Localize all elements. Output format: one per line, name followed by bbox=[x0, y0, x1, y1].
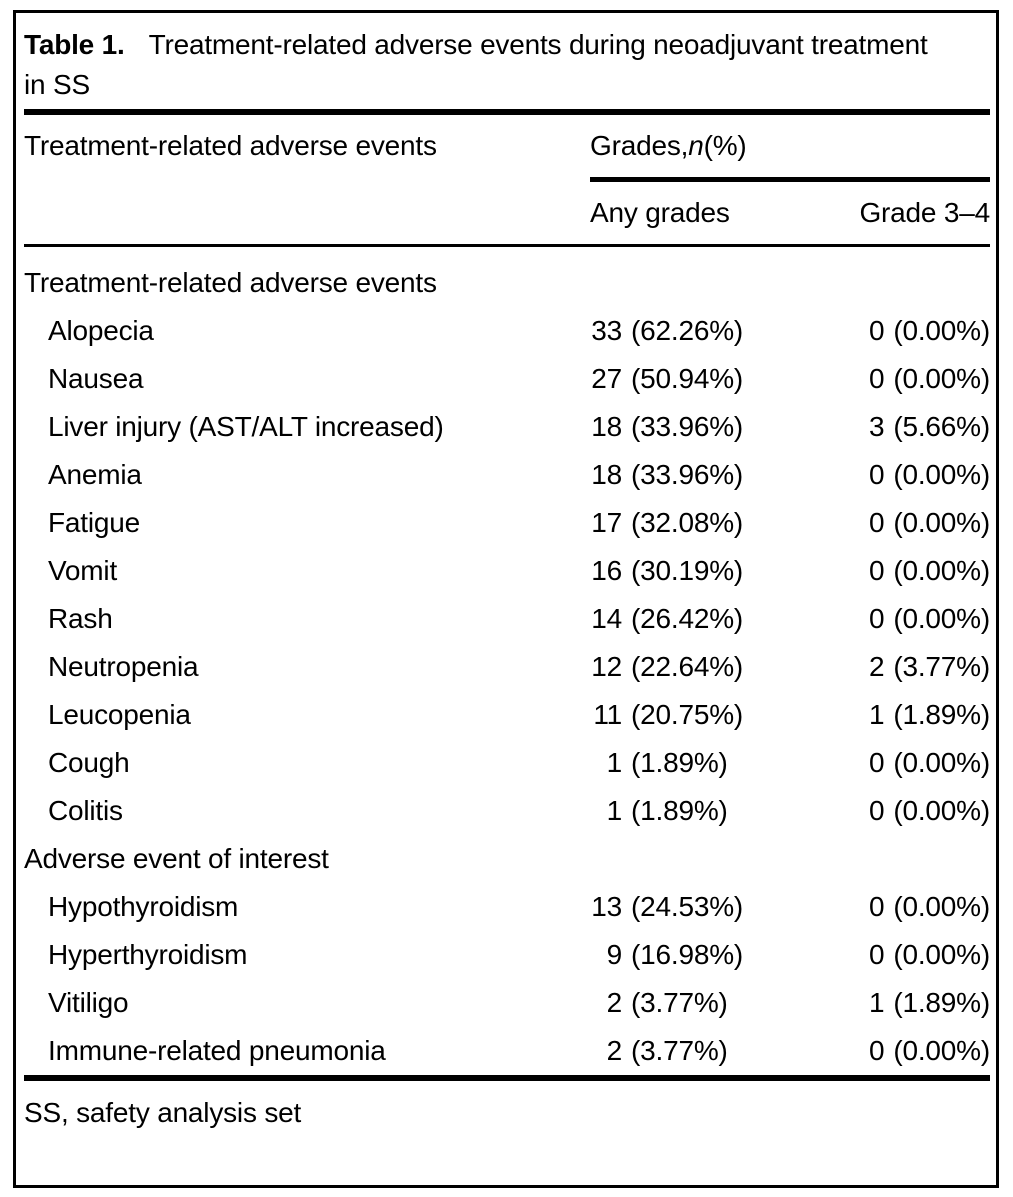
cell-any-grades bbox=[590, 410, 845, 444]
row-label: Immune-related pneumonia bbox=[48, 1035, 386, 1067]
column-subheader-grade-3-4: Grade 3–4 bbox=[859, 197, 990, 229]
cell-count: 0 bbox=[868, 891, 885, 923]
cell-percent: (0.00%) bbox=[893, 555, 990, 587]
cell-grade-3-4 bbox=[845, 746, 990, 780]
row-label: Liver injury (AST/ALT increased) bbox=[48, 411, 444, 443]
cell-count: 27 bbox=[591, 363, 622, 395]
row-label: Fatigue bbox=[48, 507, 140, 539]
cell-percent: (0.00%) bbox=[893, 891, 990, 923]
cell-any-grades bbox=[590, 602, 845, 636]
table-caption bbox=[24, 13, 929, 109]
table-row bbox=[24, 595, 990, 643]
table-row bbox=[24, 931, 990, 979]
cell-percent: (1.89%) bbox=[631, 795, 728, 827]
table-row bbox=[24, 451, 990, 499]
cell-count: 1 bbox=[868, 987, 885, 1019]
cell-percent: (0.00%) bbox=[893, 507, 990, 539]
cell-percent: (3.77%) bbox=[893, 651, 990, 683]
cell-any-grades bbox=[590, 650, 845, 684]
cell-grade-3-4 bbox=[845, 602, 990, 636]
cell-count: 0 bbox=[868, 747, 885, 779]
cell-count: 3 bbox=[868, 411, 885, 443]
table-row bbox=[24, 499, 990, 547]
table-header bbox=[24, 115, 990, 244]
sub-header-row bbox=[590, 182, 990, 244]
cell-count: 13 bbox=[591, 891, 622, 923]
table-row bbox=[24, 1027, 990, 1075]
column-header-stub: Treatment-related adverse events bbox=[24, 130, 437, 162]
table-row bbox=[24, 355, 990, 403]
row-label: Cough bbox=[48, 747, 130, 779]
cell-count: 0 bbox=[868, 363, 885, 395]
cell-count: 0 bbox=[868, 795, 885, 827]
caption-text: Treatment-related adverse events during neoadjuvant treatment in SS bbox=[24, 29, 928, 100]
cell-count: 0 bbox=[868, 315, 885, 347]
table-row bbox=[24, 403, 990, 451]
cell-grade-3-4 bbox=[845, 506, 990, 540]
cell-percent: (0.00%) bbox=[893, 747, 990, 779]
cell-count: 16 bbox=[591, 555, 622, 587]
column-subheader-any-grades: Any grades bbox=[590, 197, 730, 229]
table-section-row bbox=[24, 259, 990, 307]
cell-grade-3-4 bbox=[845, 986, 990, 1020]
cell-grade-3-4 bbox=[845, 890, 990, 924]
cell-grade-3-4 bbox=[845, 698, 990, 732]
cell-percent: (24.53%) bbox=[631, 891, 744, 923]
row-label: Nausea bbox=[48, 363, 144, 395]
row-label: Alopecia bbox=[48, 315, 154, 347]
cell-percent: (30.19%) bbox=[631, 555, 744, 587]
group-header-prefix: Grades, bbox=[590, 130, 689, 162]
cell-any-grades bbox=[590, 362, 845, 396]
cell-percent: (0.00%) bbox=[893, 603, 990, 635]
cell-percent: (20.75%) bbox=[631, 699, 744, 731]
cell-percent: (5.66%) bbox=[893, 411, 990, 443]
cell-count: 0 bbox=[868, 459, 885, 491]
cell-any-grades bbox=[590, 986, 845, 1020]
cell-percent: (50.94%) bbox=[631, 363, 744, 395]
cell-any-grades bbox=[590, 938, 845, 972]
cell-percent: (0.00%) bbox=[893, 795, 990, 827]
group-header-suffix: (%) bbox=[703, 130, 747, 162]
cell-any-grades bbox=[590, 1034, 845, 1068]
cell-percent: (1.89%) bbox=[631, 747, 728, 779]
cell-percent: (22.64%) bbox=[631, 651, 744, 683]
cell-any-grades bbox=[590, 794, 845, 828]
row-label: Anemia bbox=[48, 459, 142, 491]
cell-count: 0 bbox=[868, 507, 885, 539]
cell-grade-3-4 bbox=[845, 458, 990, 492]
cell-count: 0 bbox=[868, 555, 885, 587]
table-row bbox=[24, 691, 990, 739]
cell-count: 33 bbox=[591, 315, 622, 347]
cell-count: 14 bbox=[591, 603, 622, 635]
cell-grade-3-4 bbox=[845, 554, 990, 588]
group-header-n: n bbox=[688, 130, 704, 162]
cell-any-grades bbox=[590, 746, 845, 780]
cell-percent: (16.98%) bbox=[631, 939, 744, 971]
cell-count: 1 bbox=[868, 699, 885, 731]
cell-any-grades bbox=[590, 506, 845, 540]
table-row bbox=[24, 307, 990, 355]
table-row bbox=[24, 979, 990, 1027]
table-footnote: SS, safety analysis set bbox=[24, 1097, 302, 1128]
section-label: Treatment-related adverse events bbox=[24, 267, 437, 299]
row-label: Vitiligo bbox=[48, 987, 129, 1019]
cell-count: 12 bbox=[591, 651, 622, 683]
cell-percent: (0.00%) bbox=[893, 1035, 990, 1067]
caption-label: Table 1. bbox=[24, 29, 125, 60]
table-row bbox=[24, 643, 990, 691]
cell-percent: (3.77%) bbox=[631, 987, 728, 1019]
table-figure bbox=[13, 10, 999, 1188]
table-row bbox=[24, 547, 990, 595]
row-label: Vomit bbox=[48, 555, 118, 587]
cell-count: 1 bbox=[606, 795, 622, 827]
cell-grade-3-4 bbox=[845, 938, 990, 972]
cell-count: 2 bbox=[868, 651, 885, 683]
cell-percent: (33.96%) bbox=[631, 411, 744, 443]
cell-count: 0 bbox=[868, 939, 885, 971]
row-label: Neutropenia bbox=[48, 651, 199, 683]
cell-count: 0 bbox=[868, 1035, 885, 1067]
cell-count: 17 bbox=[591, 507, 622, 539]
cell-grade-3-4 bbox=[845, 410, 990, 444]
table-row bbox=[24, 787, 990, 835]
cell-any-grades bbox=[590, 698, 845, 732]
cell-percent: (33.96%) bbox=[631, 459, 744, 491]
cell-count: 1 bbox=[606, 747, 622, 779]
cell-percent: (0.00%) bbox=[893, 363, 990, 395]
row-label: Rash bbox=[48, 603, 113, 635]
cell-grade-3-4 bbox=[845, 314, 990, 348]
section-label: Adverse event of interest bbox=[24, 843, 329, 875]
cell-count: 18 bbox=[591, 411, 622, 443]
cell-count: 2 bbox=[606, 987, 622, 1019]
table-section-row bbox=[24, 835, 990, 883]
cell-grade-3-4 bbox=[845, 650, 990, 684]
cell-percent: (0.00%) bbox=[893, 939, 990, 971]
cell-any-grades bbox=[590, 554, 845, 588]
cell-percent: (1.89%) bbox=[893, 699, 990, 731]
cell-percent: (0.00%) bbox=[893, 315, 990, 347]
cell-percent: (0.00%) bbox=[893, 459, 990, 491]
cell-percent: (62.26%) bbox=[631, 315, 744, 347]
table-row bbox=[24, 739, 990, 787]
cell-grade-3-4 bbox=[845, 362, 990, 396]
cell-count: 9 bbox=[606, 939, 622, 971]
column-group-header bbox=[590, 115, 990, 177]
table-body bbox=[24, 247, 990, 1075]
cell-grade-3-4 bbox=[845, 1034, 990, 1068]
row-label: Leucopenia bbox=[48, 699, 191, 731]
grades-column-group bbox=[590, 115, 990, 244]
cell-grade-3-4 bbox=[845, 794, 990, 828]
cell-count: 18 bbox=[591, 459, 622, 491]
row-label: Colitis bbox=[48, 795, 123, 827]
row-label: Hyperthyroidism bbox=[48, 939, 248, 971]
table-row bbox=[24, 883, 990, 931]
cell-percent: (1.89%) bbox=[893, 987, 990, 1019]
cell-percent: (32.08%) bbox=[631, 507, 744, 539]
cell-percent: (26.42%) bbox=[631, 603, 744, 635]
cell-count: 2 bbox=[606, 1035, 622, 1067]
cell-count: 11 bbox=[593, 699, 622, 731]
cell-any-grades bbox=[590, 458, 845, 492]
row-label: Hypothyroidism bbox=[48, 891, 239, 923]
cell-count: 0 bbox=[868, 603, 885, 635]
cell-any-grades bbox=[590, 314, 845, 348]
cell-any-grades bbox=[590, 890, 845, 924]
cell-percent: (3.77%) bbox=[631, 1035, 728, 1067]
